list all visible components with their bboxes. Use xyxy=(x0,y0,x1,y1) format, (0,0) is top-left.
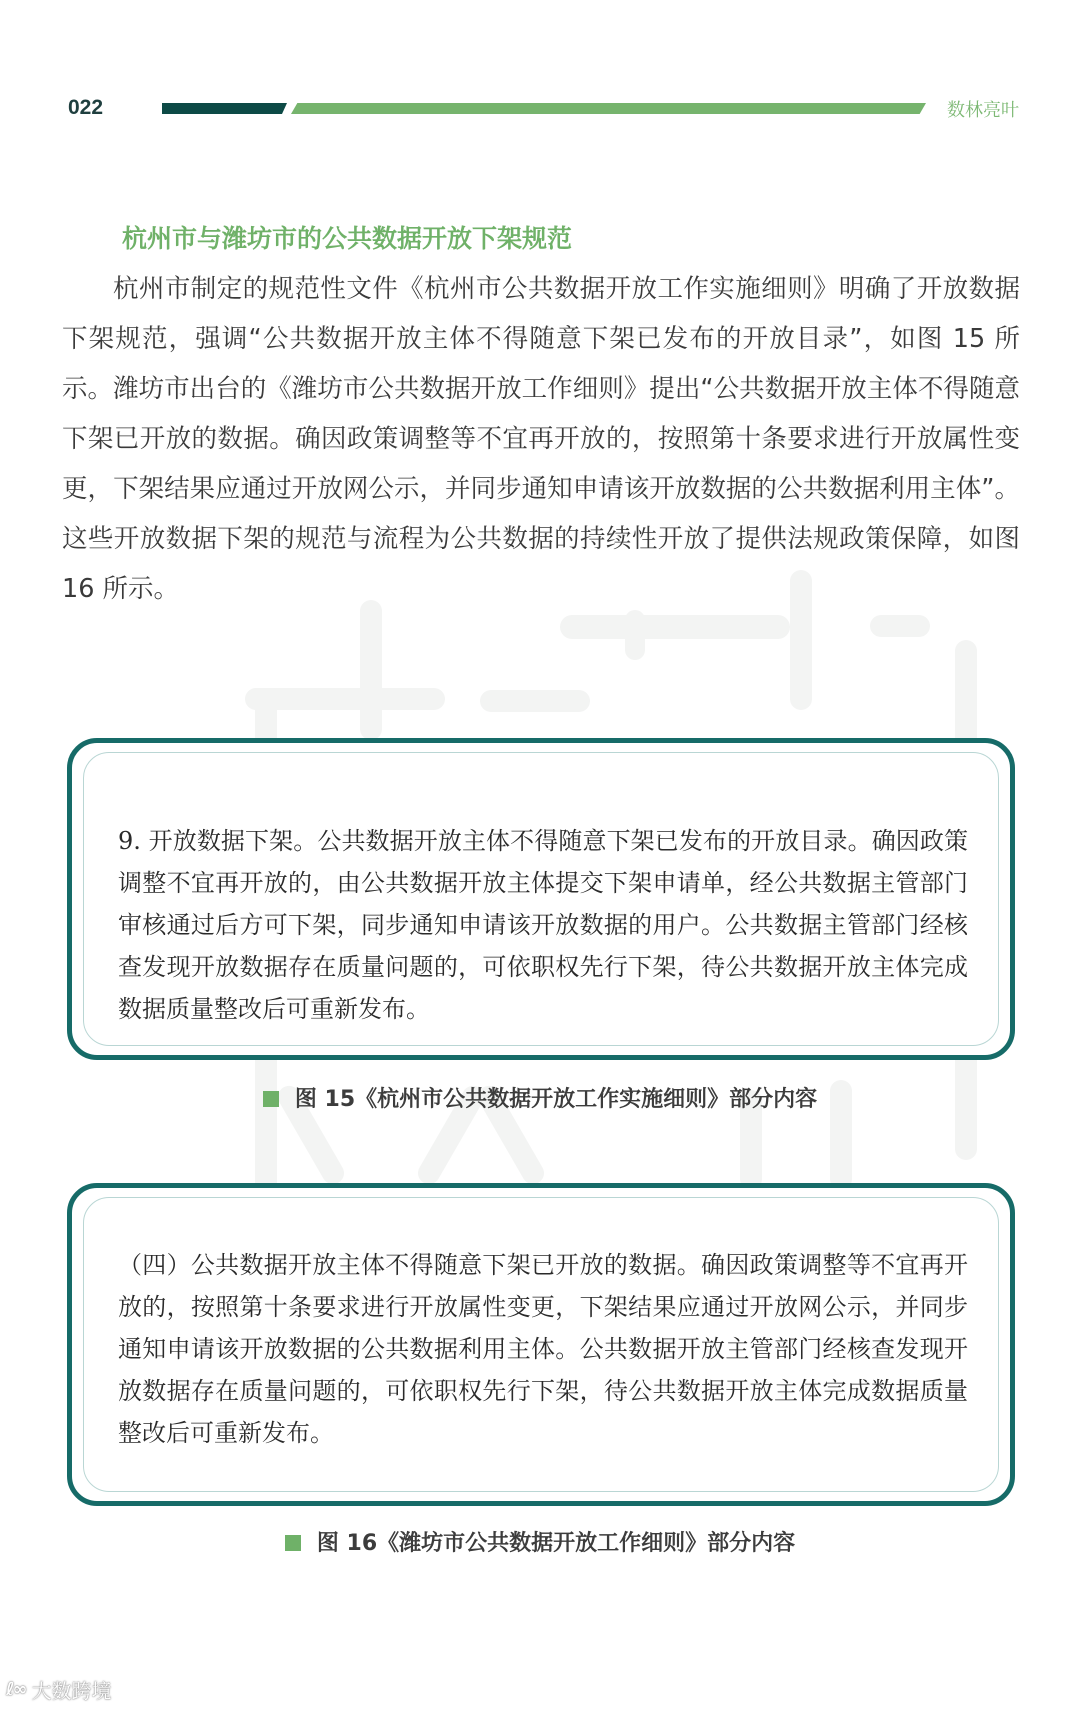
watermark-stroke xyxy=(480,690,590,712)
header-bar-green xyxy=(291,103,926,114)
footer-watermark-logo xyxy=(6,1675,111,1704)
watermark-stroke xyxy=(360,600,382,740)
paragraph-text: 杭州市制定的规范性文件《杭州市公共数据开放工作实施细则》明确了开放数据下架规范，强调“公共数据开放主体不得随意下架已发布的开放目录”，如图 15 所示。潍坊市出台的《潍坊市公共数据开放工作细则》提出“公共数据开放主体不得随意下架已开放的数据。确因政策调整等不宜再开放的，按照第十条要求进行开放属性变更，下架结果应通过开放网公示，并同步通知申请该开放数据的公共数据利用主体”。这些开放数据下架的规范与流程为公共数据的持续性开放了提供法规政策保障，如图 16 所示。 xyxy=(62,274,1020,604)
watermark-stroke xyxy=(870,615,930,637)
figure-15-quote-text: 9. 开放数据下架。公共数据开放主体不得随意下架已发布的开放目录。确因政策调整不宜再开放的，由公共数据开放主体提交下架申请单，经公共数据主管部门审核通过后方可下架，同步通知申请该开放数据的用户。公共数据主管部门经核查发现开放数据存在质量问题的，可依职权先行下架，待公共数据开放主体完成数据质量整改后可重新发布。 xyxy=(118,827,968,1023)
caption-text: 图 15《杭州市公共数据开放工作实施细则》部分内容 xyxy=(294,1087,818,1112)
caption-square-icon xyxy=(263,1091,279,1107)
figure-15-caption xyxy=(0,1082,1080,1113)
body-paragraph xyxy=(62,264,1020,614)
watermark-stroke xyxy=(625,610,645,660)
logo-text: 大数跨境 xyxy=(31,1679,112,1703)
watermark-stroke xyxy=(560,615,790,639)
header-bar-dark xyxy=(162,103,287,114)
section-heading: 杭州市与潍坊市的公共数据开放下架规范 xyxy=(122,224,573,253)
watermark-stroke xyxy=(245,688,445,710)
figure-16-caption xyxy=(0,1526,1080,1557)
figure-16-quote-box xyxy=(67,1183,1015,1506)
caption-square-icon xyxy=(285,1535,301,1551)
figure-15-quote-box xyxy=(67,738,1015,1060)
caption-text: 图 16《潍坊市公共数据开放工作细则》部分内容 xyxy=(316,1531,796,1556)
figure-16-quote-text: （四）公共数据开放主体不得随意下架已开放的数据。确因政策调整等不宜再开放的，按照第十条要求进行开放属性变更，下架结果应通过开放网公示，并同步通知申请该开放数据的公共数据利用主体。公共数据开放主管部门经核查发现开放数据存在质量问题的，可依职权先行下架，待公共数据开放主体完成数据质量整改后可重新发布。 xyxy=(118,1251,968,1447)
brand-label: 数林亮叶 xyxy=(947,100,1019,121)
page-number: 022 xyxy=(68,96,104,119)
logo-mark-icon: ℓ∞ xyxy=(6,1679,26,1700)
